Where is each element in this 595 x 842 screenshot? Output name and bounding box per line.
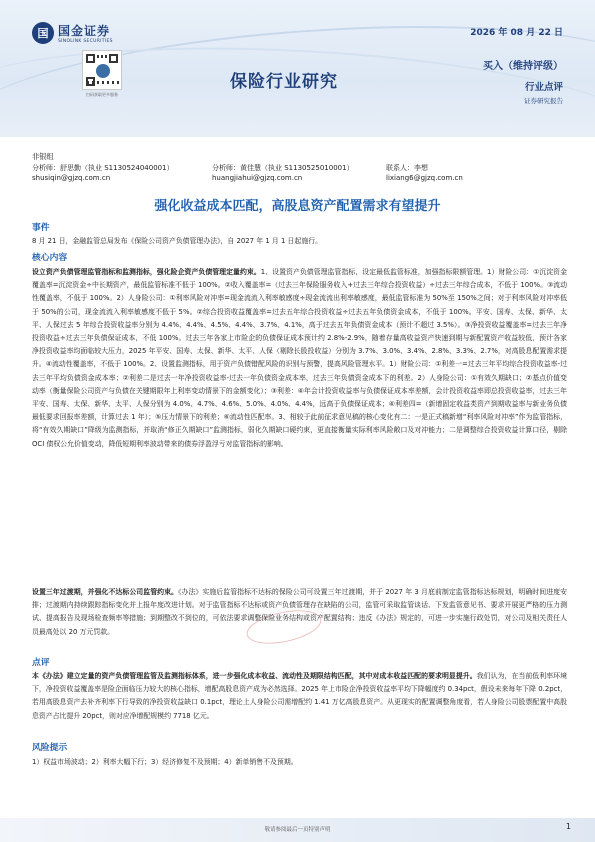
analyst-line: 分析师：舒思勤（执业 S1130524040001）	[32, 164, 174, 172]
qr-caption: 扫码获取更多服务	[86, 92, 118, 97]
footer-disclaimer: 敬请参阅最后一页特别声明	[264, 827, 331, 833]
logo-name-en: SINOLINK SECURITIES	[58, 39, 113, 44]
risk-paragraph: 1）权益市场波动；2）利率大幅下行；3）经济修复不及预期；4）新单销售不及预期。	[32, 758, 298, 766]
sector-label: 非银组	[32, 152, 54, 161]
report-title: 保险行业研究	[230, 72, 338, 92]
section-heading-comment: 点评	[32, 658, 50, 668]
logo-name-cn: 国金证券	[58, 24, 111, 38]
core-paragraph-2-body: 《办法》实施后监管指标不达标的保险公司可设置三年过渡期，并于 2027 年 3 月底前制定监管指标达标规划，明确时间进度安排；过渡期内持续跟踪指标变化并上报年度改进计划。对于监管指标不达标或资产负债管理存在缺陷的公司，监管可采取监管谈话、下发监管意见书、要求开展更严格的压力测试、提高报告及现场检查频率等措施；到期整改不到位的，可依法要求调整保险业务结构或资产配置结构；违反《办法》规定的，可进一步实施行政处罚，对公司及相关责任人员最高处以 20 万元罚款。	[32, 588, 567, 636]
qr-code-icon[interactable]	[82, 50, 122, 90]
section-heading-core: 核心内容	[32, 253, 68, 263]
core-paragraph-1	[32, 266, 567, 451]
rating-label: 买入（维持评级）	[483, 61, 563, 72]
core-paragraph-1-body: 1、设置资产负债管理监管指标，设定最低监管标准，加强指标限额管理。1）财险公司：①沉淀资金覆盖率=沉淀资金÷中长期资产，最低监管标准不低于 100%。②收入覆盖率=（过去三年保险服务收入+过去三年综合投资收益）÷过去三年综合成本，不低于 100%。③流动性覆盖率，不低于 100%。2）人身险公司：①利率风险对冲率=现金流流入利率敏感度÷现金流流出利率敏感度，最低监管标准为 50%至 150%之间；对于利率风险对冲率低于 50%的公司，现金流流入利率敏感度不低于 5%。②综合投资收益覆盖率=过去五年综合投资收益÷过去五年负债资金成本，不低于 100%。平安、国寿、太保、新华、太平、人保过去 5 年综合投资收益率分别为 4.4%、4.4%、4.5%、4.4%、3.7%、4.1%，高于过去五年负债资金成本（预计不超过 3.5%）。③净投资收益覆盖率=过去三年净投资收益÷过去三年负债保证成本，不低 100%。过去三年各家上市险企的负债保证成本预计约 2.8%-2.9%，随着存量高收益资产快速到期与新配置资产收益较低，预计各家净投资收益率均面临较大压力，2025 年平安、国寿、太保、新华、太平、人保（剔除长股投收益）分别为 3.7%、3.0%、3.4%、2.8%、3.3%、2.7%，对高股息配置需求提升。④流动性覆盖率，不低于 100%。2、设置监测指标，用于资产负债错配风险的识别与预警，提高风险管理水平。1）财险公司：①利差一=过去三年平均综合投资收益率-过去三年平均负债资金成本率；②利差二是过去一年净投资收益率-过去一年负债资金成本率，过去三年负债资金成本下的利差。2）人身险公司：①有效久期缺口；②基点价值变动率（衡量保险公司资产与负债在关键期限年上利率变动情景下的金额变化）；③利差：④年会计投资收益率与负债保证成本率差额，会计投资收益率即总投资收益率，过去三年平安、国寿、太保、新华、太平、人保分别为 4.0%、4.7%、4.6%、5.0%、4.0%、4.4%，远高于负债保证成本；④利差四=（新增固定收益类资产到期收益率与新业务负债最低要求回报率差额，计算过去 1 年）；⑤压力情景下的利差；⑥流动性匹配率。3、相较于此前征求意见稿的核心变化有二：一是正式稿新增“利率风险对冲率”作为监管指标，将“有效久期缺口”降级为监测指标，并取消“修正久期缺口”监测指标，弱化久期缺口硬约束，更直接衡量实际利率风险敞口及对冲能力；二是调整综合投资收益计算口径，剔除 OCI 债权公允价值变动，降低短期利率波动带来的债券浮盈浮亏对监管指标的影响。	[32, 268, 567, 448]
section-heading-risk: 风险提示	[32, 743, 68, 753]
report-type: 行业点评	[524, 82, 563, 93]
core-paragraph-2	[32, 586, 567, 639]
analyst-line: 分析师：黄佳慧（执业 S1130525010001）	[212, 164, 354, 172]
comment-paragraph	[32, 670, 567, 723]
event-paragraph: 8 月 21 日，金融监管总局发布《保险公司资产负债管理办法》，自 2027 年 1 月 1 日起施行。	[32, 237, 322, 245]
analyst-line: 联系人：李想	[386, 164, 428, 172]
section-heading-event: 事件	[32, 223, 50, 233]
analyst-item	[212, 163, 354, 182]
core-paragraph-1-lead: 设立资产负债管理监管指标和监测指标，强化险企资产负债管理定量约束。	[32, 268, 261, 276]
analyst-email[interactable]: huangjiahui@gjzq.com.cn	[212, 174, 303, 182]
report-date: 2026 年 08 月 22 日	[470, 28, 563, 38]
report-category: 证券研究报告	[524, 97, 563, 105]
analyst-email[interactable]: lixiang6@gjzq.com.cn	[386, 174, 463, 182]
article-title: 强化收益成本匹配，高股息资产配置需求有望提升	[154, 199, 441, 214]
analyst-item	[32, 163, 174, 182]
logo-icon: 国	[32, 22, 54, 44]
page-number: 1	[565, 822, 571, 831]
core-paragraph-2-lead: 设置三年过渡期，并强化不达标公司监管约束。	[32, 588, 179, 596]
analyst-item	[386, 163, 463, 182]
comment-paragraph-body: 我们认为，在当前低利率环境下，净投资收益覆盖率是险企面临压力较大的核心指标，增配高股息资产成为必然选择。2025 年上市险企净投资收益率平均下降幅度约 0.34pct，假设未来每年下降 0.2pct，若用高股息资产去补齐利率下行导致的净投资收益缺口 0.1pct，理论上人身险公司需增配约 1.41 万亿高股息资产。从更现实的配置调整角度看，若人身险公司股票配置中高股息资产占比提升 20pct，则对应净增配规模约 7718 亿元。	[32, 672, 567, 720]
company-logo	[32, 22, 113, 44]
analyst-email[interactable]: shusiqin@gjzq.com.cn	[32, 174, 111, 182]
comment-paragraph-lead: 本《办法》建立定量的资产负债管理监管及监测指标体系，进一步强化成本收益、流动性及期限结构匹配，其中对成本收益匹配的要求明显提升。	[32, 672, 477, 680]
